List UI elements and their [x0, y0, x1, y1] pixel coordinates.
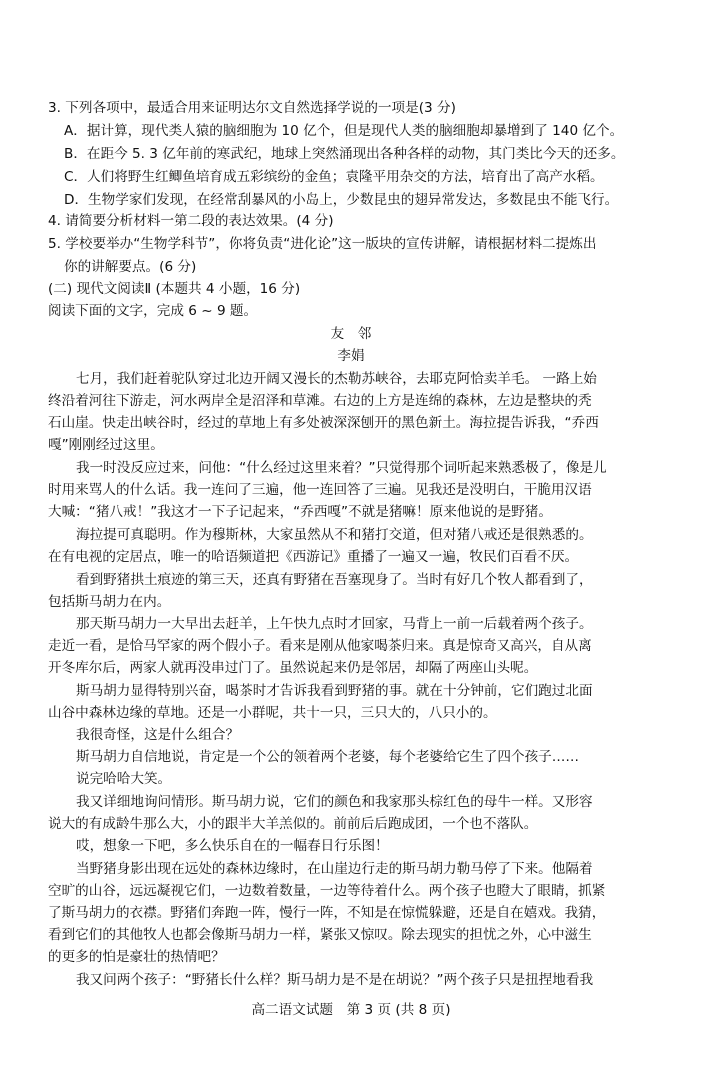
article-line: 我一时没反应过来，问他：“什么经过这里来着？”只觉得那个词听起来熟悉极了，像是儿	[76, 460, 607, 476]
article-line: 斯马胡力自信地说，肯定是一个公的领着两个老婆，每个老婆给它生了四个孩子……	[76, 749, 579, 765]
question-3-option-c: C．人们将野生红鲫鱼培育成五彩缤纷的金鱼；袁隆平用杂交的方法，培育出了高产水稻。	[64, 169, 604, 185]
article-line: 山谷中森林边缘的草地。还是一小群呢，共十一只，三只大的，八只小的。	[48, 705, 497, 721]
section-instruction: 阅读下面的文字，完成 6 ~ 9 题。	[48, 303, 258, 319]
article-line: 海拉提可真聪明。作为穆斯林，大家虽然从不和猪打交道，但对猪八戒还是很熟悉的。	[76, 527, 593, 543]
article-line: 斯马胡力显得特别兴奋，喝茶时才告诉我看到野猪的事。就在十分钟前，它们跑过北面	[76, 683, 593, 699]
article-author: 李娟	[337, 348, 365, 364]
question-4: 4. 请简要分析材料一第二段的表达效果。(4 分)	[48, 213, 334, 229]
question-5-line-2: 你的讲解要点。(6 分)	[64, 259, 197, 275]
section-heading: (二) 现代文阅读Ⅱ (本题共 4 小题，16 分)	[48, 281, 301, 297]
article-line: 空旷的山谷，远远凝视它们，一边数着数量，一边等待着什么。两个孩子也瞪大了眼睛，抓紧	[48, 883, 606, 899]
article-line: 我又问两个孩子：“野猪长什么样？斯马胡力是不是在胡说？”两个孩子只是扭捏地看我	[76, 972, 594, 988]
article-line: 我又详细地询问情形。斯马胡力说，它们的颜色和我家那头棕红色的母牛一样。又形容	[76, 794, 593, 810]
article-line: 看到它们的其他牧人也都会像斯马胡力一样，紧张又惊叹。除去现实的担忧之外，心中滋生	[48, 927, 592, 943]
article-line: 的更多的怕是豪壮的热情吧？	[48, 949, 225, 965]
article-line: 大喊：“猪八戒！”我这才一下子记起来，“乔西嘎”不就是猪嘛！原来他说的是野猪。	[48, 504, 552, 520]
question-3-option-a: A．据计算，现代类人猿的脑细胞为 10 亿个，但是现代人类的脑细胞却暴增到了 140 亿个。	[64, 123, 624, 139]
article-line: 看到野猪拱土痕迹的第三天，还真有野猪在吾塞现身了。当时有好几个牧人都看到了，	[76, 572, 593, 588]
article-line: 在有电视的定居点，唯一的哈语频道把《西游记》重播了一遍又一遍，牧民们百看不厌。	[48, 549, 579, 565]
article-line: 了斯马胡力的衣襟。野猪们奔跑一阵，慢行一阵，不知是在惊慌躲避，还是自在嬉戏。我猜，	[48, 905, 606, 921]
question-5-line-1: 5. 学校要举办“生物学科节”，你将负责“进化论”这一版块的宣传讲解，请根据材料二提炼出	[48, 236, 597, 252]
article-line: 包括斯马胡力在内。	[48, 594, 171, 610]
article-line: 哎，想象一下吧，多么快乐自在的一幅春日行乐图！	[76, 838, 389, 854]
page-footer: 高二语文试题 第 3 页 (共 8 页)	[251, 1002, 451, 1018]
article-line: 开冬库尔后，两家人就再没串过门了。虽然说起来仍是邻居，却隔了两座山头呢。	[48, 660, 538, 676]
article-line: 七月，我们赶着驼队穿过北边开阔又漫长的杰勒苏峡谷，去耶克阿恰卖羊毛。 一路上始	[76, 371, 597, 387]
article-line: 石山崖。快走出峡谷时，经过的草地上有多处被深深刨开的黑色新土。海拉提告诉我，“乔西	[48, 415, 599, 431]
article-title: 友 邻	[330, 326, 372, 342]
article-line: 时用来骂人的什么话。我一连问了三遍，他一连回答了三遍。见我还是没明白，干脆用汉语	[48, 482, 592, 498]
article-line: 当野猪身影出现在远处的森林边缘时，在山崖边行走的斯马胡力勒马停了下来。他隔着	[76, 861, 593, 877]
article-line: 说大的有成龄牛那么大，小的跟半大羊羔似的。前前后后跑成团，一个也不落队。	[48, 816, 538, 832]
article-line: 那天斯马胡力一大早出去赶羊，上午快九点时才回家，马背上一前一后载着两个孩子。	[76, 616, 593, 632]
question-3-option-b: B．在距今 5. 3 亿年前的寒武纪，地球上突然涌现出各种各样的动物，其门类比今天的还多。	[64, 146, 625, 162]
article-line: 嘎”刚刚经过这里。	[48, 437, 164, 453]
article-line: 我很奇怪，这是什么组合？	[76, 727, 240, 743]
article-line: 终沿着河往下游走，河水两岸全是沼泽和草滩。右边的上方是连绵的森林，左边是整块的秃	[48, 393, 592, 409]
question-3-option-d: D．生物学家们发现，在经常刮暴风的小岛上，少数昆虫的翅异常发达，多数昆虫不能飞行。	[64, 192, 619, 208]
article-line: 说完哈哈大笑。	[76, 771, 172, 787]
article-line: 走近一看，是恰马罕家的两个假小子。看来是刚从他家喝茶归来。真是惊奇又高兴，自从离	[48, 638, 592, 654]
question-3-stem: 3. 下列各项中，最适合用来证明达尔文自然选择学说的一项是(3 分)	[48, 100, 456, 116]
